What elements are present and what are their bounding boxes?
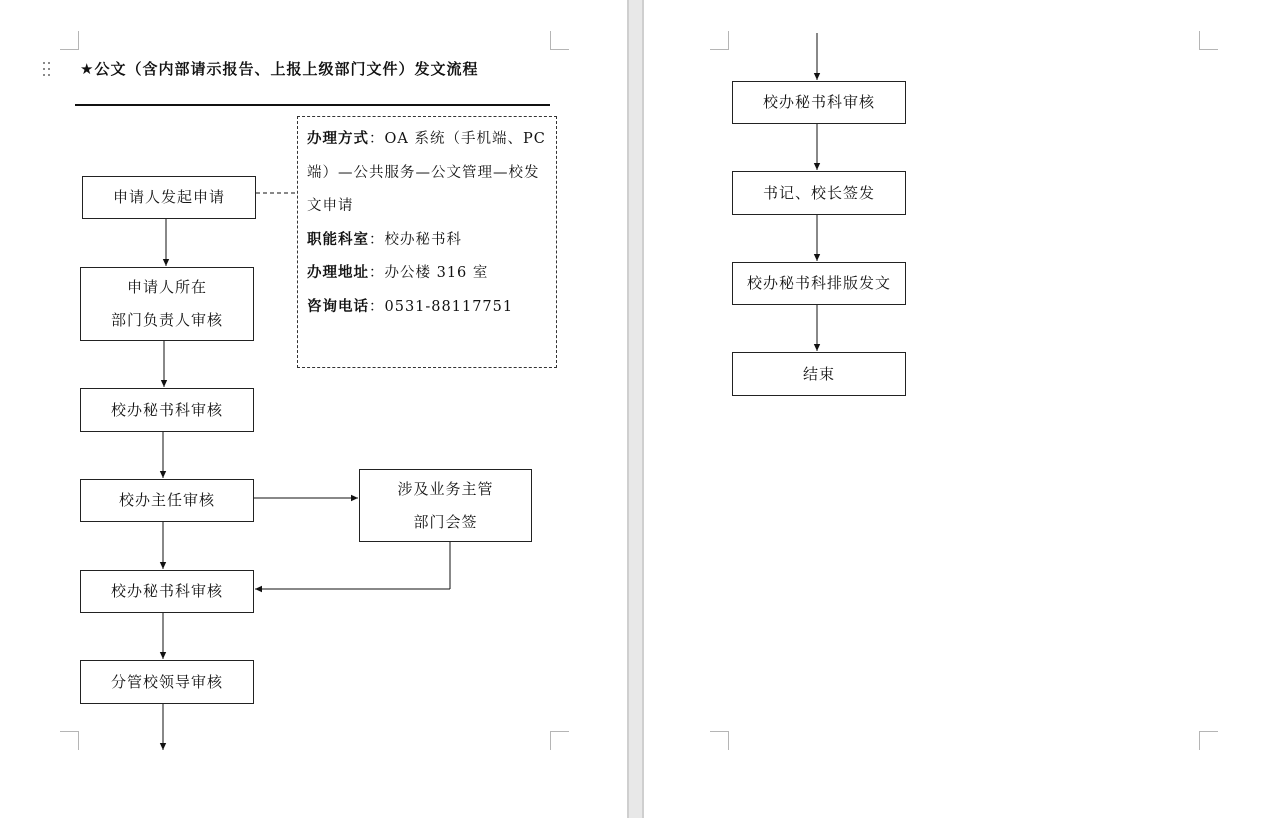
info-method-value: OA 系统（手机端、PC 端）—公共服务—公文管理—校发文申请	[307, 131, 546, 214]
flow-step-secretary-review-3[interactable]: 校办秘书科审核	[732, 81, 906, 124]
flow-step-secretary-review-1[interactable]: 校办秘书科审核	[80, 388, 254, 432]
info-office-label: 职能科室	[307, 231, 369, 248]
page-title: ★公文（含内部请示报告、上报上级部门文件）发文流程	[80, 60, 479, 78]
flow-step-sign-issue[interactable]: 书记、校长签发	[732, 171, 906, 215]
flow-step-office-director-review[interactable]: 校办主任审核	[80, 479, 254, 522]
flow-step-end[interactable]: 结束	[732, 352, 906, 396]
info-method: 办理方式：OA 系统（手机端、PC 端）—公共服务—公文管理—校发文申请	[307, 131, 546, 214]
flow-step-typeset-issue[interactable]: 校办秘书科排版发文	[732, 262, 906, 305]
info-address: 办理地址：办公楼 316 室	[307, 265, 489, 281]
flow-step-dept-head-review[interactable]: 申请人所在 部门负责人审核	[80, 267, 254, 341]
flow-step-applicant-start[interactable]: 申请人发起申请	[82, 176, 256, 219]
info-phone: 咨询电话：0531-88117751	[307, 298, 514, 315]
info-phone-value: 0531-88117751	[384, 298, 514, 315]
info-method-label: 办理方式	[307, 131, 369, 147]
flow-step-countersign[interactable]: 涉及业务主管 部门会签	[359, 469, 532, 542]
info-address-label: 办理地址	[307, 265, 369, 281]
info-office-value: 校办秘书科	[384, 231, 462, 248]
info-office: 职能科室：校办秘书科	[307, 231, 462, 248]
flow-step-leader-review[interactable]: 分管校领导审核	[80, 660, 254, 704]
info-phone-label: 咨询电话	[307, 298, 369, 315]
info-address-value: 办公楼 316 室	[384, 265, 489, 281]
flow-step-secretary-review-2[interactable]: 校办秘书科审核	[80, 570, 254, 613]
